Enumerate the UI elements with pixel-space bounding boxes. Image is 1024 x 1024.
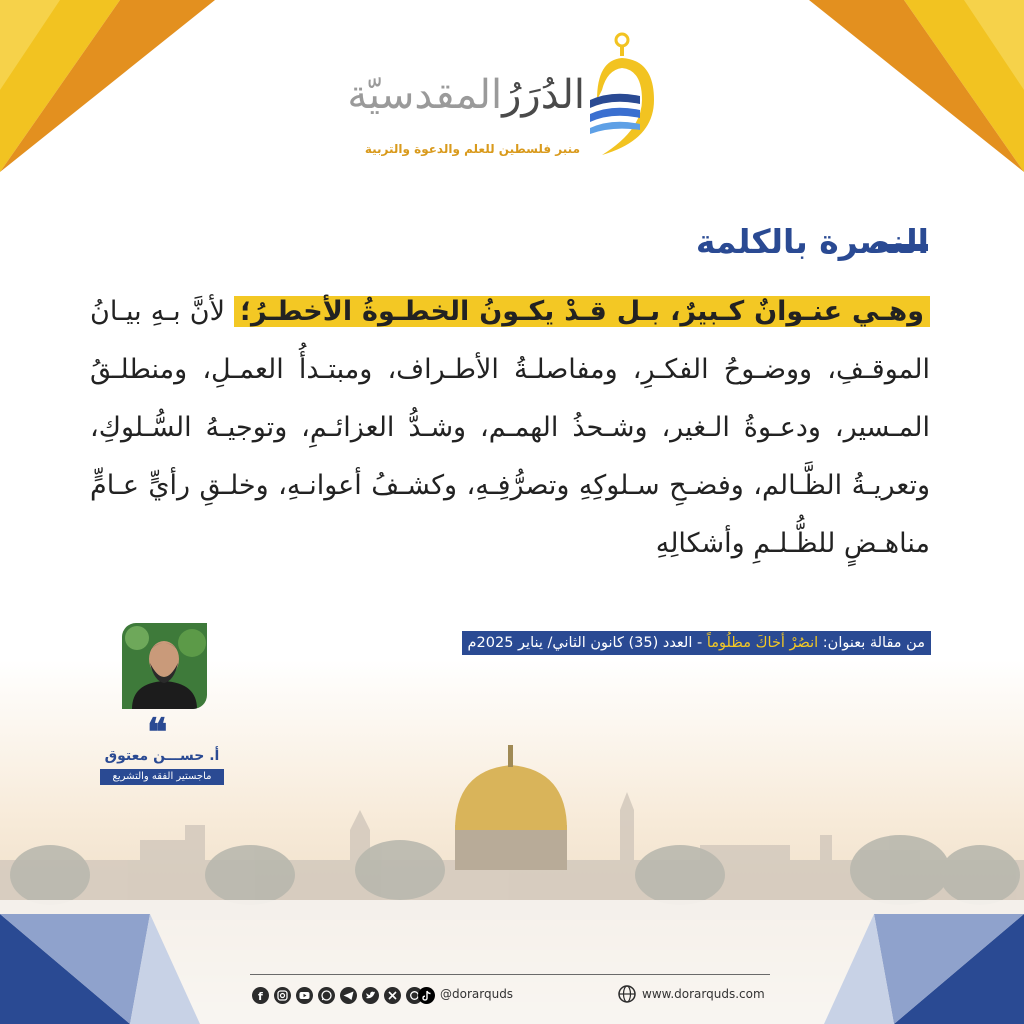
brand-name-part2: المقدسيّة (347, 72, 503, 118)
tiktok-icon[interactable] (418, 987, 435, 1004)
author-avatar (122, 623, 207, 709)
twitter-icon[interactable] (362, 987, 379, 1004)
bottom-corner-decor (0, 904, 1024, 1024)
brand-name-part1: الدُرَرُ (502, 72, 585, 118)
brand-tagline: منبر فلسطين للعلم والدعوة والتربية (364, 142, 580, 156)
quote-highlight: وهـي عنـوانٌ كـبيرٌ، بـل قـدْ يكـونُ الخطـوةُ الأخطـرُ؛ (234, 296, 930, 327)
author-name: أ. حســـن معتوق (104, 748, 220, 764)
whatsapp-icon[interactable] (318, 987, 335, 1004)
telegram-icon[interactable] (340, 987, 357, 1004)
x-icon[interactable] (384, 987, 401, 1004)
globe-icon (617, 984, 637, 1004)
source-prefix: من مقالة بعنوان: (822, 635, 925, 651)
source-citation (462, 631, 931, 655)
youtube-icon[interactable] (296, 987, 313, 1004)
logo-emblem-icon (582, 30, 662, 160)
brand-name (347, 72, 585, 118)
quote-mark-icon: ❝ (147, 709, 168, 754)
page-title: النصرة بالكلمة (695, 222, 929, 261)
website-link[interactable]: www.dorarquds.com (642, 987, 765, 1001)
social-handle[interactable]: @dorarquds (440, 987, 514, 1001)
facebook-icon[interactable] (252, 987, 269, 1004)
author-title: ماجستير الفقه والتشريع (100, 769, 224, 785)
quote-body (90, 283, 930, 573)
source-suffix: - العدد (35) كانون الثاني/ يناير 2025م (467, 635, 703, 651)
source-article-title: انصُرْ أخاكَ مظلُوماً (706, 635, 819, 651)
instagram-icon[interactable] (274, 987, 291, 1004)
footer-divider (250, 974, 770, 975)
svg-text:f: f (258, 990, 263, 1003)
quote-text: لأنَّ بـهِ بيـانُ الموقـفِ، ووضـوحُ الفكـرِ، ومفاصلـةُ الأطـراف، ومبتـدأُ العمـلِ، ومنطلـقُ المـسير، ودعـوةُ الـغير، وشـحذُ الهمـم، وشـدُّ العزائـمِ، وتوجيـهُ السُّـلوكِ، وتعريـةُ الظَّـالم، وفضـحِ سـلوكِهِ وتصرُّفِـهِ، وكشـفُ أعوانـهِ، وخلـقِ رأيٍّ عـامٍّ مناهـضٍ للظُّـلـمِ وأشكالِهِ (90, 296, 930, 559)
